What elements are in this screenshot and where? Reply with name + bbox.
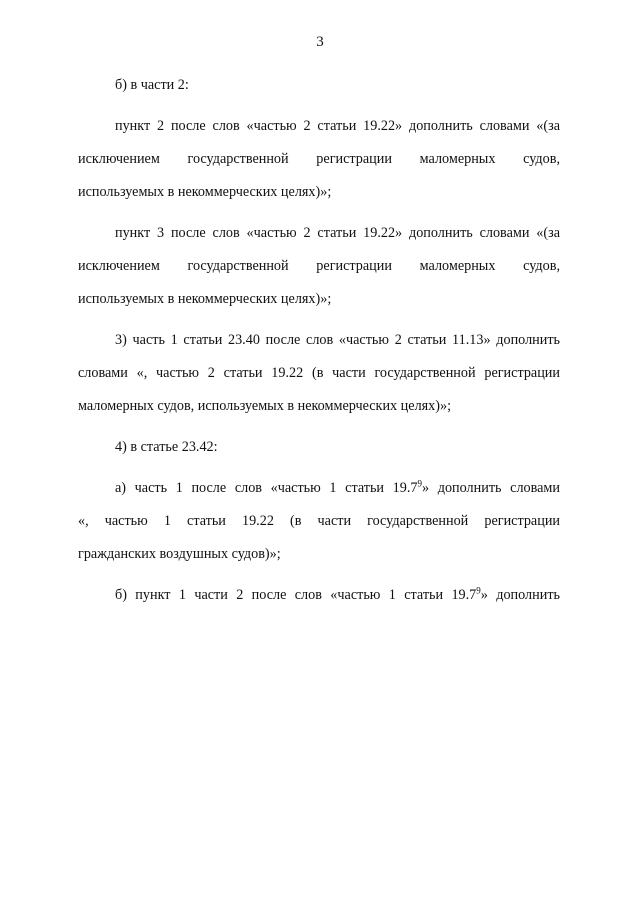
text-line: исключением государственной регистрации маломерных судов, bbox=[78, 151, 560, 167]
text-line: пункт 3 после слов «частью 2 статьи 19.22» дополнить словами «(за bbox=[115, 225, 560, 241]
text-line: пункт 2 после слов «частью 2 статьи 19.22» дополнить словами «(за bbox=[115, 118, 560, 134]
paragraph-point-2 bbox=[78, 110, 560, 209]
text-line: исключением государственной регистрации маломерных судов, bbox=[78, 258, 560, 274]
text-line bbox=[78, 472, 560, 505]
text-line bbox=[78, 579, 560, 612]
document-body bbox=[78, 69, 560, 612]
text-fragment: а) часть 1 после слов «частью 1 статьи 19.7 bbox=[115, 480, 418, 496]
text-fragment: » дополнить bbox=[480, 587, 560, 603]
text-line: маломерных судов, используемых в некоммерческих целях)»; bbox=[78, 398, 452, 414]
text-line: 3) часть 1 статьи 23.40 после слов «частью 2 статьи 11.13» дополнить bbox=[115, 332, 560, 348]
text-line: используемых в некоммерческих целях)»; bbox=[78, 184, 332, 200]
paragraph-item-3 bbox=[78, 324, 560, 423]
text-line: б) в части 2: bbox=[115, 77, 189, 93]
page-number: 3 bbox=[316, 34, 324, 50]
text-line: 4) в статье 23.42: bbox=[115, 439, 218, 455]
text-fragment: » дополнить словами bbox=[422, 480, 560, 496]
text-line: гражданских воздушных судов)»; bbox=[78, 546, 281, 562]
superscript: 9 bbox=[417, 478, 422, 489]
paragraph-point-3 bbox=[78, 217, 560, 316]
paragraph-a-part-1 bbox=[78, 472, 560, 571]
superscript: 9 bbox=[476, 585, 481, 596]
text-line: используемых в некоммерческих целях)»; bbox=[78, 291, 332, 307]
paragraph-b-point-1 bbox=[78, 579, 560, 612]
paragraph-item-4 bbox=[78, 431, 560, 464]
text-line: словами «, частью 2 статьи 19.22 (в части государственной регистрации bbox=[78, 365, 560, 381]
text-fragment: б) пункт 1 части 2 после слов «частью 1 статьи 19.7 bbox=[115, 587, 477, 603]
text-line: «, частью 1 статьи 19.22 (в части государственной регистрации bbox=[78, 513, 560, 529]
paragraph-b-part-2 bbox=[78, 69, 560, 102]
